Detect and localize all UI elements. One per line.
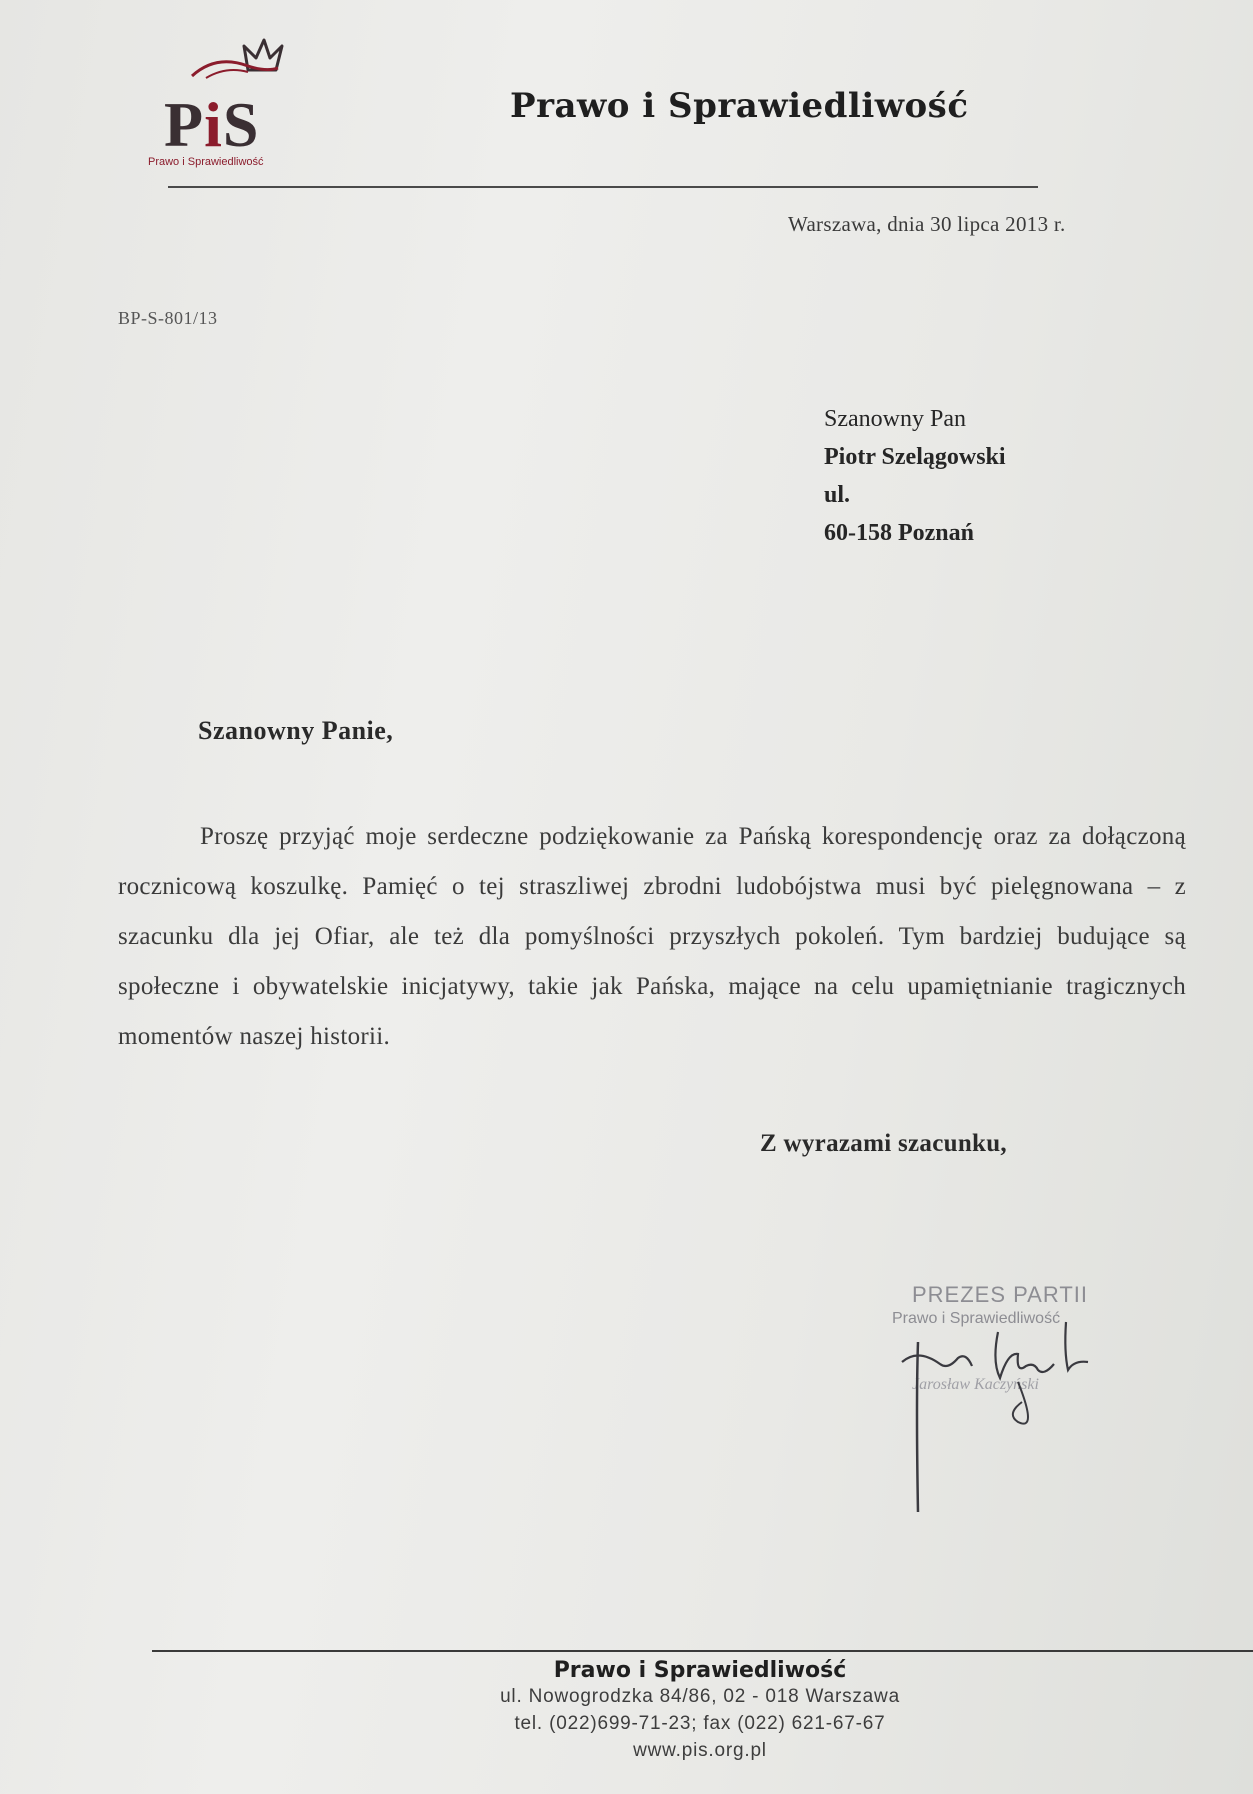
recipient-city: 60-158 Poznań: [824, 520, 974, 546]
footer-title: Prawo i Sprawiedliwość: [553, 1658, 847, 1683]
logo-wordmark: PiS: [164, 89, 260, 160]
header-divider: [168, 186, 1038, 188]
salutation: Szanowny Panie,: [198, 716, 394, 745]
logo-subtitle: Prawo i Sprawiedliwość: [148, 156, 264, 168]
letter-footer: [300, 1650, 1100, 1764]
letter-date: Warszawa, dnia 30 lipca 2013 r.: [788, 212, 1066, 236]
stamp-party: Prawo i Sprawiedliwość: [892, 1310, 1061, 1327]
stamp-title: PREZES PARTII: [912, 1282, 1089, 1307]
party-logo: [148, 32, 308, 182]
recipient-street: ul.: [824, 482, 851, 508]
recipient-line-1: Szanowny Pan: [824, 406, 966, 432]
letter-body: Proszę przyjąć moje serdeczne podziękowanie za Pańską korespondencję oraz za dołączoną rocznicową koszulkę. Pamięć o tej straszliwej zbrodni ludobójstwa musi być pielęgnowana – z szacunku dla jej Ofiar, ale też dla pomyślności przyszłych pokoleń. Tym bardziej budujące są społeczne i obywatelskie inicjatywy, takie jak Pańska, mające na celu upamiętnianie tragicznych momentów naszej historii.: [118, 823, 1186, 1050]
closing-phrase: Z wyrazami szacunku,: [760, 1130, 1007, 1157]
footer-website: www.pis.org.pl: [633, 1740, 767, 1761]
signature-stamp: [888, 1282, 1128, 1522]
letterhead-title: Prawo i Sprawiedliwość: [510, 86, 969, 126]
stamp-name: Jarosław Kaczyński: [912, 1376, 1039, 1393]
crown-icon: [186, 32, 296, 92]
recipient-name: Piotr Szelągowski: [824, 444, 1006, 470]
footer-phone: tel. (022)699-71-23; fax (022) 621-67-67: [514, 1713, 886, 1734]
footer-address: ul. Nowogrodzka 84/86, 02 - 018 Warszawa: [500, 1686, 900, 1707]
reference-number: BP-S-801/13: [118, 308, 218, 328]
handwritten-signature: [888, 1282, 1128, 1522]
recipient-address: [824, 400, 1006, 552]
